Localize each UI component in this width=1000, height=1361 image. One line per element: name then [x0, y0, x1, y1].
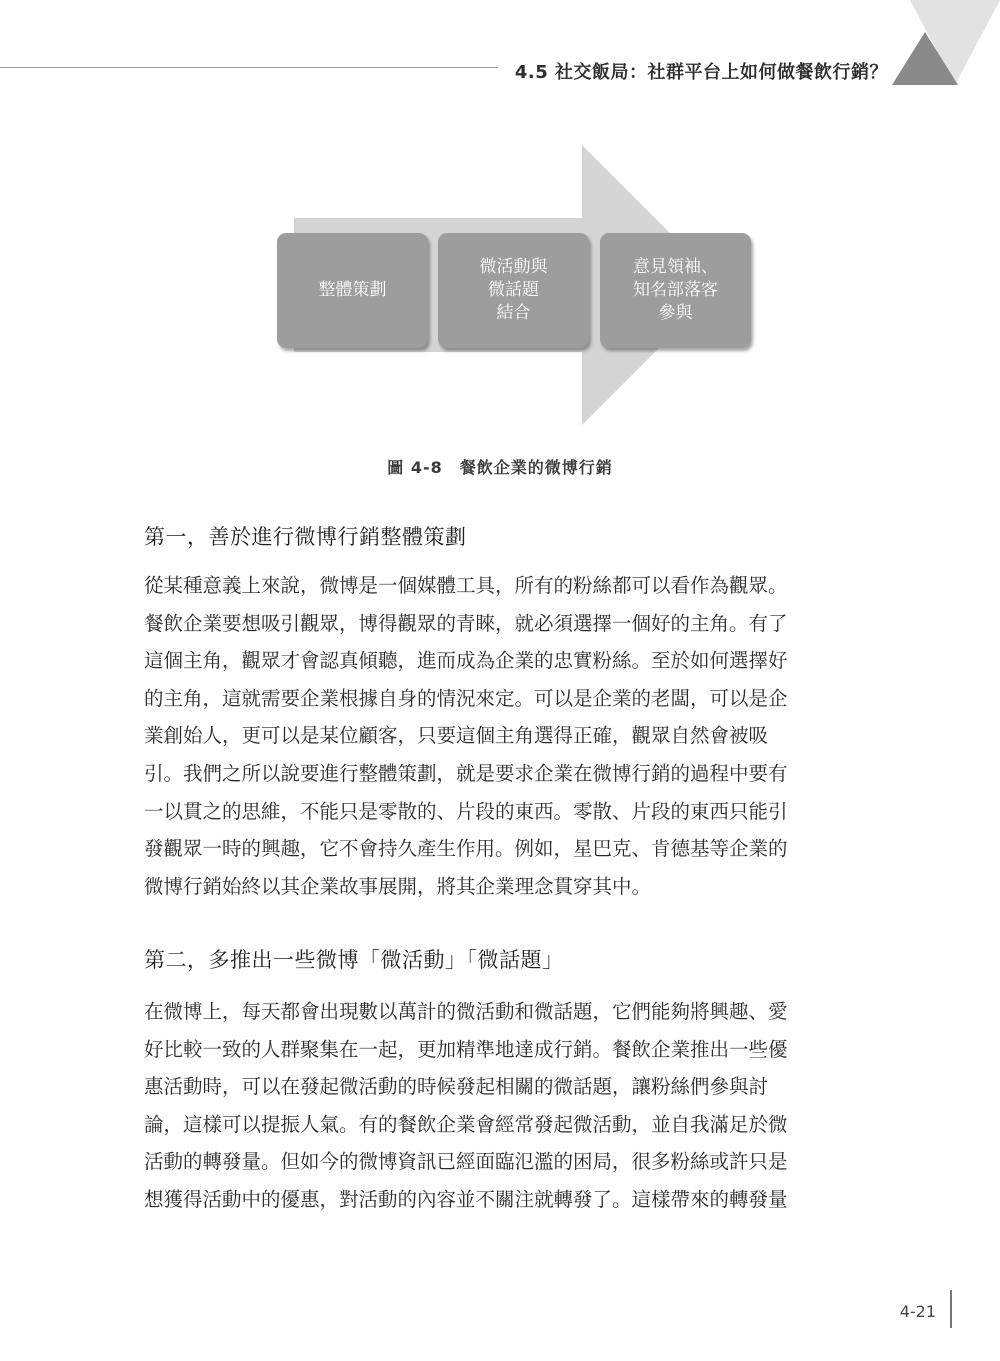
figure-caption: 圖 4-8 餐飲企業的微博行銷 [387, 458, 613, 477]
text-line: 想獲得活動中的優惠，對活動的內容並不關注就轉發了。這樣帶來的轉發量 [144, 1187, 788, 1211]
diagram-box-overall-planning: 整體策劃 [277, 233, 428, 348]
text-line: 從某種意義上來說，微博是一個媒體工具，所有的粉絲都可以看作為觀眾。 [144, 574, 788, 597]
diagram-box-micro-activity: 微活動與 微話題 結合 [438, 233, 589, 348]
corner-triangle-icon [880, 0, 1000, 90]
text-line: 論，這樣可以提振人氣。有的餐飲企業會經常發起微活動，並自我滿足於微 [144, 1112, 788, 1136]
text-line: 惠活動時，可以在發起微活動的時候發起相關的微話題，讓粉絲們參與討 [144, 1075, 769, 1099]
text-line: 好比較一致的人群聚集在一起，更加精準地達成行銷。餐飲企業推出一些優 [144, 1037, 788, 1061]
page-number: 4-21 [899, 1302, 936, 1321]
text-line: 引。我們之所以說要進行整體策劃，就是要求企業在微博行銷的過程中要有 [144, 761, 788, 785]
diagram-box-opinion-leaders: 意見領袖、 知名部落客 參與 [600, 233, 751, 348]
text-line: 微博行銷始終以其企業故事展開，將其企業理念貫穿其中。 [144, 874, 652, 898]
diagram [276, 145, 756, 425]
text-line: 餐飲企業要想吸引觀眾，博得觀眾的青睞，就必須選擇一個好的主角。有了 [144, 611, 788, 635]
section-heading-2: 第二，多推出一些微博「微活動」「微話題」 [144, 948, 564, 972]
text-line: 在微博上，每天都會出現數以萬計的微活動和微話題，它們能夠將興趣、愛 [144, 1000, 788, 1023]
page-number-bar [950, 1290, 952, 1328]
section-heading-1: 第一，善於進行微博行銷整體策劃 [144, 525, 467, 549]
text-line: 發觀眾一時的興趣，它不會持久產生作用。例如，星巴克、肯德基等企業的 [144, 837, 788, 861]
text-line: 業創始人，更可以是某位顧客，只要這個主角選得正確，觀眾自然會被吸 [144, 724, 769, 748]
section-body-2 [144, 993, 888, 1219]
text-line: 的主角，這就需要企業根據自身的情況來定。可以是企業的老闆，可以是企 [144, 686, 788, 710]
running-header: 4.5 社交飯局：社群平台上如何做餐飲行銷？ [514, 62, 888, 83]
text-line: 一以貫之的思維，不能只是零散的、片段的東西。零散、片段的東西只能引 [144, 799, 788, 823]
text-line: 這個主角，觀眾才會認真傾聽，進而成為企業的忠實粉絲。至於如何選擇好 [144, 649, 788, 673]
text-line: 活動的轉發量。但如今的微博資訊已經面臨氾濫的困局，很多粉絲或許只是 [144, 1150, 788, 1174]
section-body-1 [144, 567, 888, 905]
header-rule [0, 67, 498, 68]
